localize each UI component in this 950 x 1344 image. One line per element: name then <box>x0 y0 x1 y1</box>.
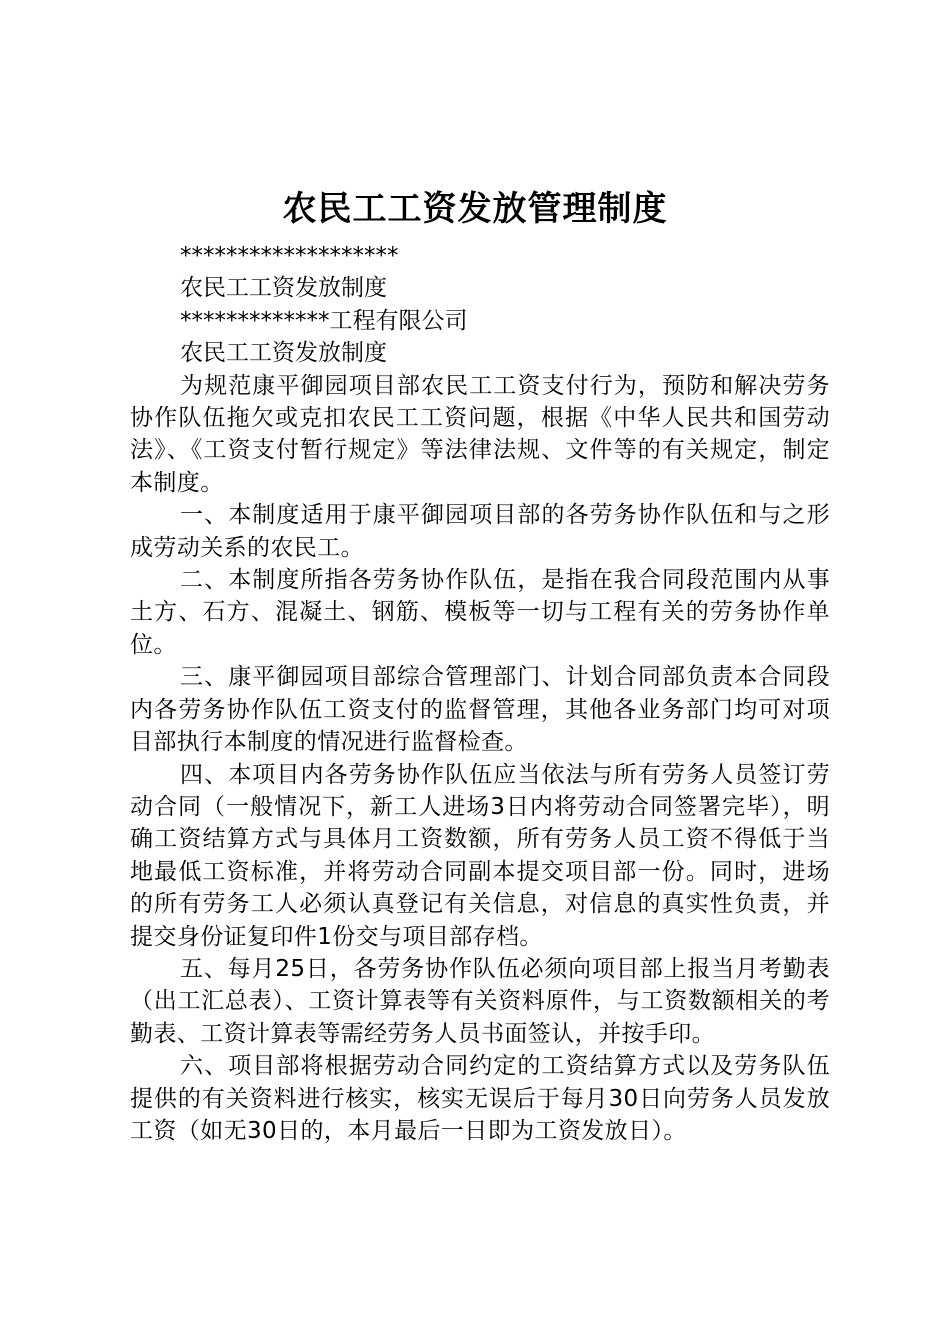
header-line-subtitle: 农民工工资发放制度 <box>180 275 387 302</box>
paragraph-article-2: 二、本制度所指各劳务协作队伍，是指在我合同段范围内从事土方、石方、混凝土、钢筋、模板等一切与工程有关的劳务协作单位。 <box>130 567 830 658</box>
header-line-stars: ******************* <box>180 243 399 269</box>
paragraph-intro: 为规范康平御园项目部农民工工资支付行为，预防和解决劳务协作队伍拖欠或克扣农民工工资问题，根据《中华人民共和国劳动法》、《工资支付暂行规定》等法律法规、文件等的有关规定，制定本制度。 <box>130 372 830 496</box>
header-line-subtitle-repeat: 农民工工资发放制度 <box>180 340 387 367</box>
document-body <box>130 240 830 1147</box>
header-line-company: *************工程有限公司 <box>180 307 468 334</box>
document-title: 农民工工资发放管理制度 <box>282 189 668 229</box>
paragraph-article-3: 三、康平御园项目部综合管理部门、计划合同部负责本合同段内各劳务协作队伍工资支付的监督管理，其他各业务部门均可对项目部执行本制度的情况进行监督检查。 <box>130 664 830 756</box>
paragraph-article-6: 六、项目部将根据劳动合同约定的工资结算方式以及劳务队伍提供的有关资料进行核实，核实无误后于每月30日向劳务人员发放工资（如无30日的，本月最后一日即为工资发放日）。 <box>130 1053 830 1144</box>
paragraph-article-5: 五、每月25日，各劳务协作队伍必须向项目部上报当月考勤表（出工汇总表）、工资计算表等有关资料原件，与工资数额相关的考勤表、工资计算表等需经劳务人员书面签认，并按手印。 <box>130 955 830 1047</box>
paragraph-article-4: 四、本项目内各劳务协作队伍应当依法与所有劳务人员签订劳动合同（一般情况下，新工人进场3日内将劳动合同签署完毕），明确工资结算方式与具体月工资数额，所有劳务人员工资不得低于当地最低工资标准，并将劳动合同副本提交项目部一份。同时，进场的所有劳务工人必须认真登记有关信息，对信息的真实性负责，并提交身份证复印件1份交与项目部存档。 <box>130 761 830 950</box>
paragraph-article-1: 一、本制度适用于康平御园项目部的各劳务协作队伍和与之形成劳动关系的农民工。 <box>130 502 830 561</box>
